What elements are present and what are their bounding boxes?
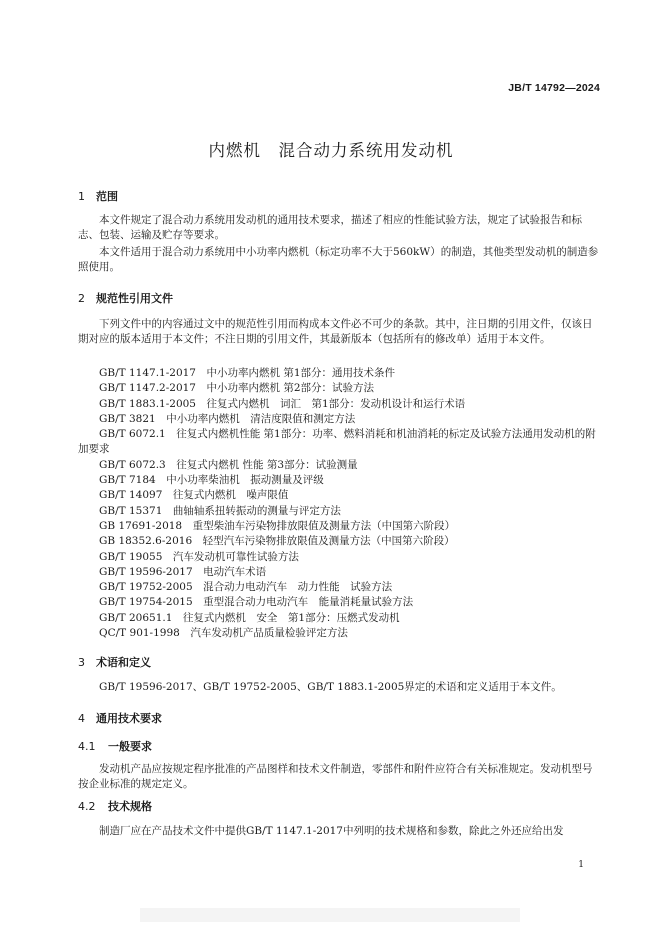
reference-item: GB/T 14097 往复式内燃机 噪声限值 [99,489,289,502]
reference-list [78,366,606,641]
reference-item: GB 18352.6-2016 轻型汽车污染物排放限值及测量方法（中国第六阶段） [99,535,455,548]
reference-item: GB/T 6072.3 往复式内燃机 性能 第3部分：试验测量 [99,458,358,471]
section-4-2-heading [78,798,152,814]
section-4-1-number: 4.1 [78,740,96,753]
section-3-heading [78,654,151,670]
section-4-heading [78,710,162,726]
reference-item: GB 17691-2018 重型柴油车污染物排放限值及测量方法（中国第六阶段） [99,519,456,532]
reference-item: GB/T 20651.1 往复式内燃机 安全 第1部分：压燃式发动机 [99,611,400,624]
section-1-title: 范围 [96,190,118,203]
section-1-number: 1 [78,190,85,203]
reference-item: GB/T 7184 中小功率柴油机 振动测量及评级 [99,474,324,487]
section-4-title: 通用技术要求 [96,712,162,725]
reference-item: GB/T 15371 曲轴轴系扭转振动的测量与评定方法 [99,504,341,517]
references-intro: 下列文件中的内容通过文中的规范性引用而构成本文件必不可少的条款。其中，注日期的引用文件，仅该日期对应的版本适用于本文件；不注日期的引用文件，其最新版本（包括所有的修改单）适用于本文件。 [78,318,593,346]
reference-item: GB/T 6072.1 往复式内燃机性能 第1部分：功率、燃料消耗和机油消耗的标定及试验方法通用发动机的附加要求 [78,428,596,456]
document-title: 内燃机 混合动力系统用发动机 [208,141,454,160]
reference-item: QC/T 901-1998 汽车发动机产品质量检验评定方法 [99,627,348,640]
section-1-heading [78,188,118,204]
standard-code: JB/T 14792—2024 [508,82,600,94]
section-4-2-title: 技术规格 [108,800,152,813]
reference-item: GB/T 1883.1-2005 往复式内燃机 词汇 第1部分：发动机设计和运行术语 [99,397,466,410]
general-requirements-paragraph: 发动机产品应按规定程序批准的产品图样和技术文件制造，零部件和附件应符合有关标准规定。发动机型号按企业标准的规定定义。 [78,763,593,791]
reference-item: GB/T 19752-2005 混合动力电动汽车 动力性能 试验方法 [99,581,393,594]
reference-item: GB/T 1147.2-2017 中小功率内燃机 第2部分：试验方法 [99,382,375,395]
scope-paragraph-2: 本文件适用于混合动力系统用中小功率内燃机（标定功率不大于560kW）的制造，其他类型发动机的制造参照使用。 [78,246,599,274]
section-4-1-title: 一般要求 [108,740,152,753]
reference-item: GB/T 19596-2017 电动汽车术语 [99,565,267,578]
reference-item: GB/T 3821 中小功率内燃机 清洁度限值和测定方法 [99,412,356,425]
footer-band [140,908,520,922]
reference-item: GB/T 1147.1-2017 中小功率内燃机 第1部分：通用技术条件 [99,367,396,379]
scope-paragraph-1: 本文件规定了混合动力系统用发动机的通用技术要求，描述了相应的性能试验方法，规定了试验报告和标志、包装、运输及贮存等要求。 [78,214,582,242]
reference-item: GB/T 19754-2015 重型混合动力电动汽车 能量消耗量试验方法 [99,596,414,609]
section-4-1-heading [78,738,152,754]
section-2-number: 2 [78,292,85,305]
page-number: 1 [578,860,584,870]
section-2-title: 规范性引用文件 [96,292,173,305]
spec-paragraph: 制造厂应在产品技术文件中提供GB/T 1147.1-2017中列明的技术规格和参数，除此之外还应给出发 [99,825,564,837]
section-4-2-number: 4.2 [78,800,96,813]
section-4-number: 4 [78,712,85,725]
section-3-number: 3 [78,656,85,669]
section-3-title: 术语和定义 [96,656,151,669]
reference-item: GB/T 19055 汽车发动机可靠性试验方法 [99,550,299,563]
terms-paragraph: GB/T 19596-2017、GB/T 19752-2005、GB/T 1883.1-2005界定的术语和定义适用于本文件。 [99,681,562,693]
section-2-heading [78,290,173,306]
